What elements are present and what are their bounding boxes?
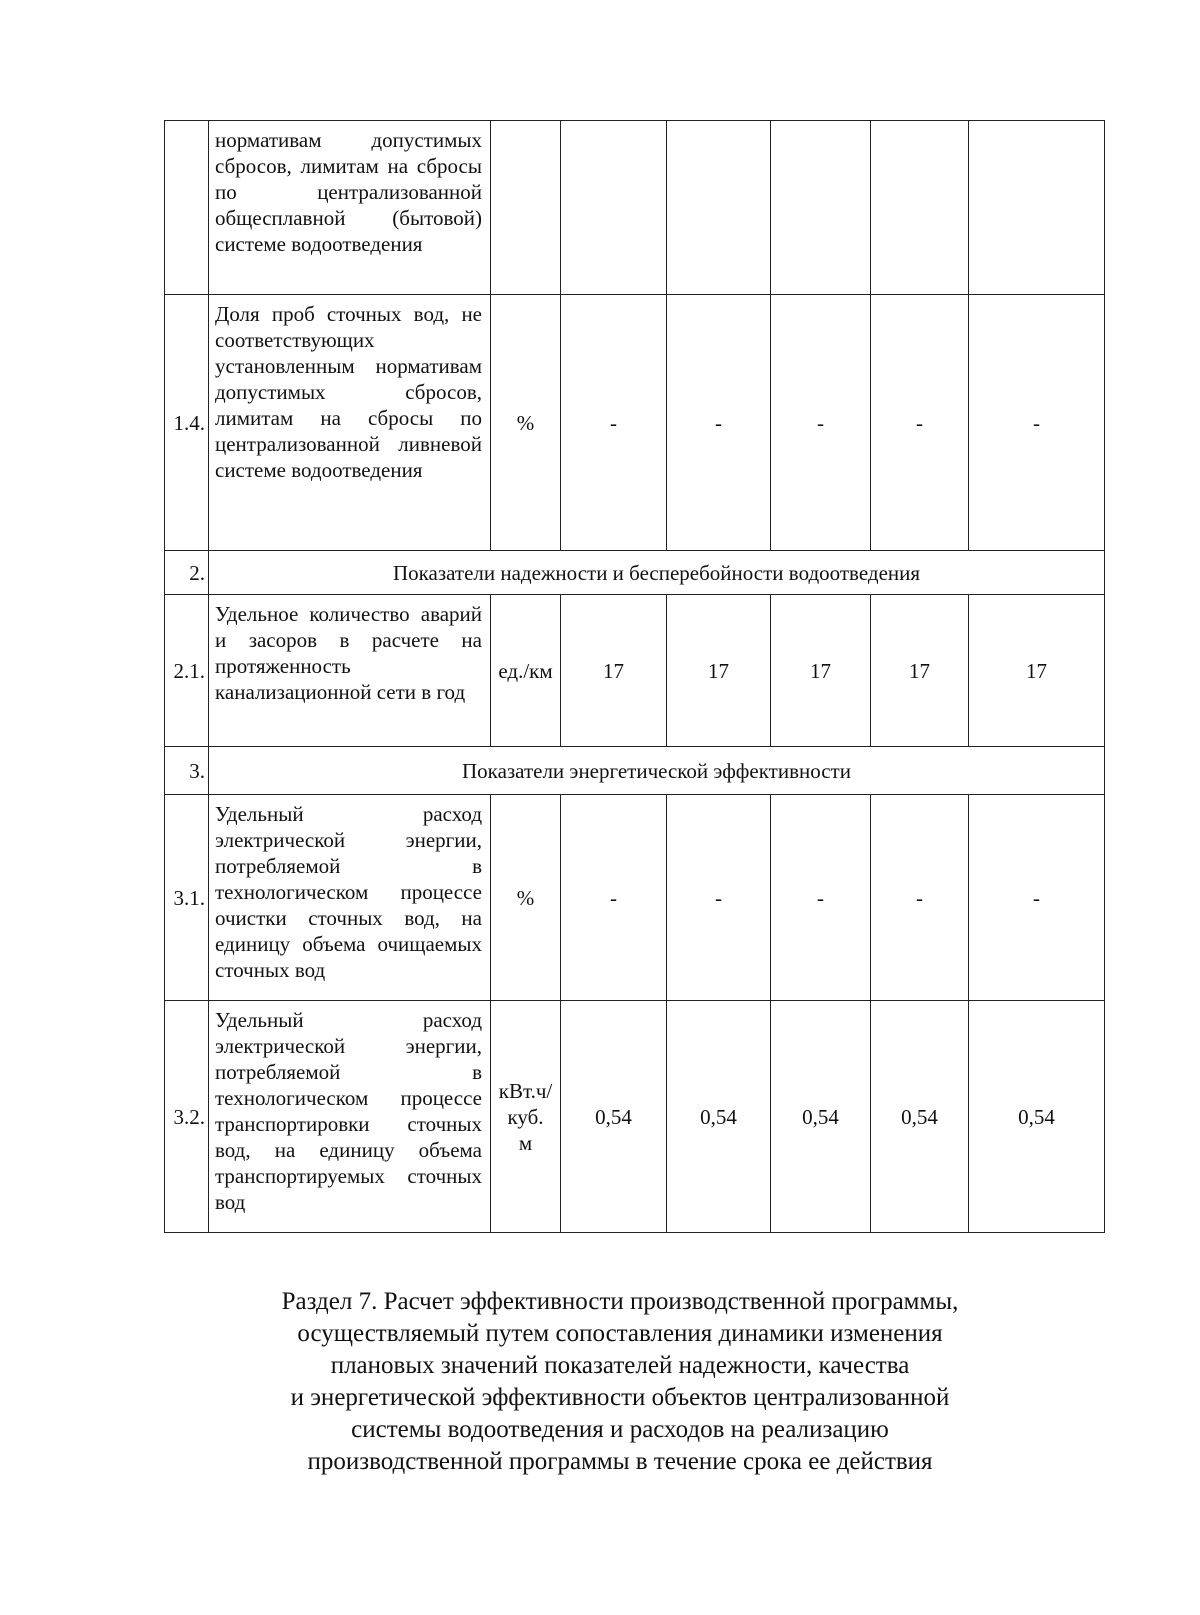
table-row (165, 795, 1105, 1001)
value-cell: - (667, 795, 771, 1001)
unit-line: куб. (507, 1104, 544, 1129)
row-number: 3.2. (165, 1001, 209, 1233)
indicator-name: нормативам допустимых сбросов, лимитам на сбросы по централизованной общесплавной (бытовой) системе водоотведения (209, 121, 491, 295)
value-cell: 0,54 (969, 1001, 1105, 1233)
value-cell: - (771, 295, 871, 551)
unit-line: кВт.ч/ (498, 1078, 553, 1103)
value-cell (667, 121, 771, 295)
value-cell: - (561, 795, 667, 1001)
indicator-name: Удельное количество аварий и засоров в расчете на протяженность канализационной сети в год (209, 595, 491, 747)
heading-line: системы водоотведения и расходов на реализацию (351, 1416, 889, 1443)
value-cell: - (871, 795, 969, 1001)
table-row (165, 595, 1105, 747)
row-number (165, 121, 209, 295)
indicator-name: Доля проб сточных вод, не соответствующих установленным нормативам допустимых сбросов, лимитам на сбросы по централизованной ливневой системе водоотведения (209, 295, 491, 551)
heading-line: и энергетической эффективности объектов централизованной (290, 1384, 950, 1411)
indicator-name: Удельный расход электрической энергии, потребляемой в технологическом процессе транспортировки сточных вод, на единицу объема транспортируемых сточных вод (209, 1001, 491, 1233)
unit-cell (491, 121, 561, 295)
section-title: Показатели надежности и бесперебойности водоотведения (209, 551, 1105, 595)
value-cell: 0,54 (771, 1001, 871, 1233)
unit-cell: % (491, 295, 561, 551)
section-heading (150, 1286, 1090, 1478)
heading-line: Раздел 7. Расчет эффективности производственной программы, (281, 1288, 959, 1315)
value-cell (969, 121, 1105, 295)
value-cell: 17 (561, 595, 667, 747)
unit-cell: % (491, 795, 561, 1001)
heading-line: производственной программы в течение срока ее действия (307, 1448, 933, 1475)
value-cell: - (771, 795, 871, 1001)
unit-line: м (518, 1130, 533, 1155)
indicators-table (164, 120, 1105, 1233)
value-cell: 0,54 (561, 1001, 667, 1233)
table-row (165, 295, 1105, 551)
value-cell: - (561, 295, 667, 551)
row-number: 3. (165, 747, 209, 795)
table-row (165, 121, 1105, 295)
value-cell: - (667, 295, 771, 551)
value-cell: 17 (871, 595, 969, 747)
heading-line: плановых значений показателей надежности, качества (330, 1352, 910, 1379)
section-row (165, 551, 1105, 595)
unit-cell (491, 1001, 561, 1233)
section-row (165, 747, 1105, 795)
value-cell: 17 (969, 595, 1105, 747)
unit-cell: ед./км (491, 595, 561, 747)
value-cell: - (969, 295, 1105, 551)
indicator-name: Удельный расход электрической энергии, потребляемой в технологическом процессе очистки сточных вод, на единицу объема очищаемых сточных вод (209, 795, 491, 1001)
value-cell: 0,54 (667, 1001, 771, 1233)
row-number: 3.1. (165, 795, 209, 1001)
section-title: Показатели энергетической эффективности (209, 747, 1105, 795)
value-cell: 17 (771, 595, 871, 747)
heading-line: осуществляемый путем сопоставления динамики изменения (297, 1320, 943, 1347)
row-number: 1.4. (165, 295, 209, 551)
value-cell (871, 121, 969, 295)
row-number: 2. (165, 551, 209, 595)
row-number: 2.1. (165, 595, 209, 747)
value-cell: 0,54 (871, 1001, 969, 1233)
value-cell (771, 121, 871, 295)
value-cell: - (871, 295, 969, 551)
value-cell: 17 (667, 595, 771, 747)
value-cell: - (969, 795, 1105, 1001)
table-row (165, 1001, 1105, 1233)
value-cell (561, 121, 667, 295)
